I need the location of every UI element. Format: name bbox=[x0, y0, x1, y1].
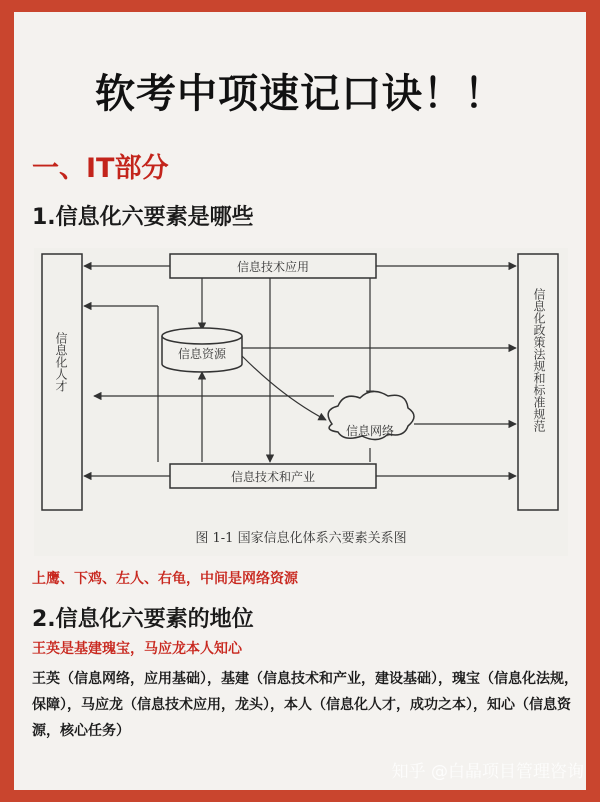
network-label: 信息网络 bbox=[345, 424, 395, 438]
talent-label: 信息化人才 bbox=[54, 332, 68, 392]
watermark: 知乎 @白晶项目管理咨询 bbox=[391, 762, 584, 782]
tech-application-label: 信息技术应用 bbox=[236, 260, 310, 274]
page-title: 软考中项速记口诀！！ bbox=[95, 71, 505, 117]
caption: 图 1-1 国家信息化体系六要素关系图 bbox=[195, 531, 407, 546]
question-2-heading: 2.信息化六要素的地位 bbox=[32, 607, 254, 632]
diagram-svg bbox=[34, 248, 568, 556]
policy-label: 信息化政策法规和标准规范 bbox=[532, 288, 546, 432]
explanation-text: 王英（信息网络，应用基础），基建（信息技术和产业，建设基础），瑰宝（信息化法规，保障），马应龙（信息技术应用，龙头），本人（信息化人才，成功之本），知心（信息资源，核心任务） bbox=[32, 671, 578, 739]
mnemonic-1: 上鹰、下鸡、左人、右龟，中间是网络资源 bbox=[32, 571, 298, 587]
mnemonic-2: 王英是基建瑰宝，马应龙本人知心 bbox=[32, 641, 242, 657]
six-elements-diagram bbox=[34, 248, 568, 556]
tech-industry-label: 信息技术和产业 bbox=[230, 470, 316, 484]
resource-label: 信息资源 bbox=[177, 347, 227, 361]
question-1-heading: 1.信息化六要素是哪些 bbox=[32, 205, 254, 230]
content-card bbox=[14, 12, 586, 790]
section-heading: 一、IT部分 bbox=[32, 153, 169, 184]
